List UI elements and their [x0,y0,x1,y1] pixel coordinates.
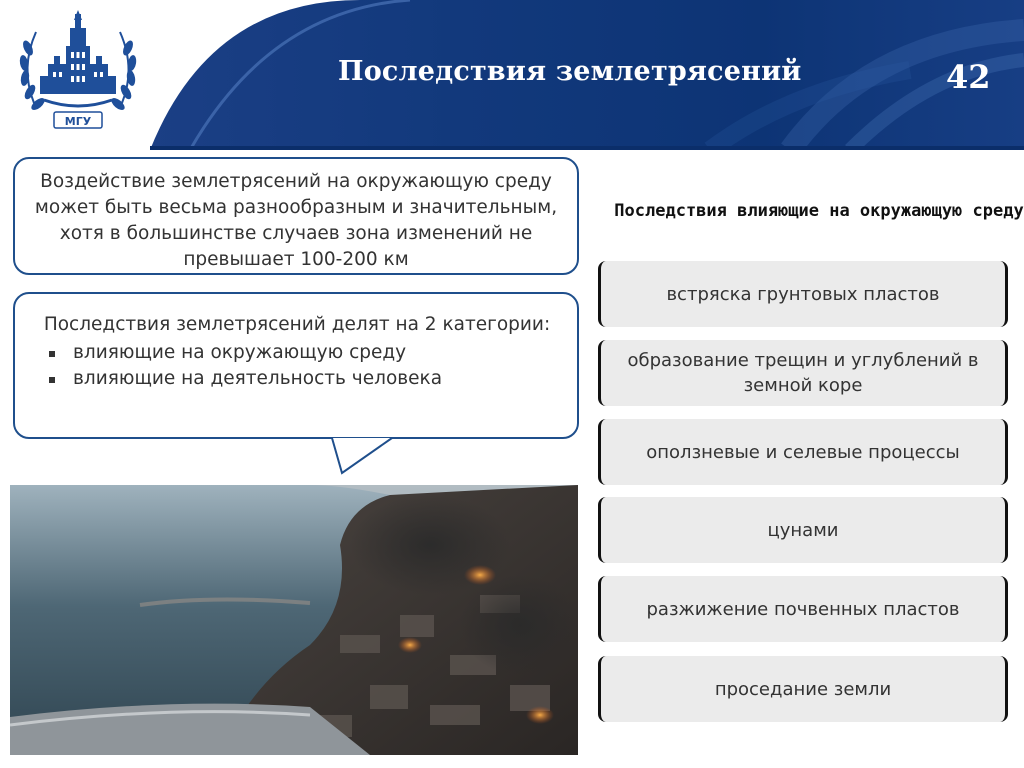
effect-label: встряска грунтовых пластов [666,283,940,305]
effects-heading: Последствия влияющие на окружающую среду [614,201,1024,221]
effect-label: проседание земли [714,678,892,700]
effect-item [598,261,1008,327]
callout-pointer [330,437,410,477]
categories-list [41,340,553,392]
slide-title: Последствия землетрясений [338,56,802,87]
earthquake-aftermath-photo [10,485,578,755]
effect-item [598,576,1008,642]
intro-callout [13,157,579,275]
category-item: влияющие на деятельность человека [73,366,553,392]
effect-label: образование трещин и углублений в земной коре [627,350,979,396]
header-logo-area [0,0,165,150]
msu-logo [14,8,142,134]
effect-label: разжижение почвенных пластов [646,598,960,620]
effect-item [598,419,1008,485]
category-item: влияющие на окружающую среду [73,340,553,366]
effect-label: цунами [767,519,839,541]
effect-item [598,497,1008,563]
slide-number: 42 [946,58,991,96]
categories-callout [13,292,579,439]
intro-text: Воздействие землетрясений на окружающую среду может быть весьма разнообразным и значительным, хотя в большинстве случаев зона изменений не превышает 100-200 км [34,171,558,270]
effect-item [598,340,1008,406]
effect-label: оползневые и селевые процессы [646,441,960,463]
header-divider [150,146,1024,150]
categories-lead: Последствия землетрясений делят на 2 категории: [43,314,551,335]
effect-item [598,656,1008,722]
logo-text: МГУ [64,115,92,128]
